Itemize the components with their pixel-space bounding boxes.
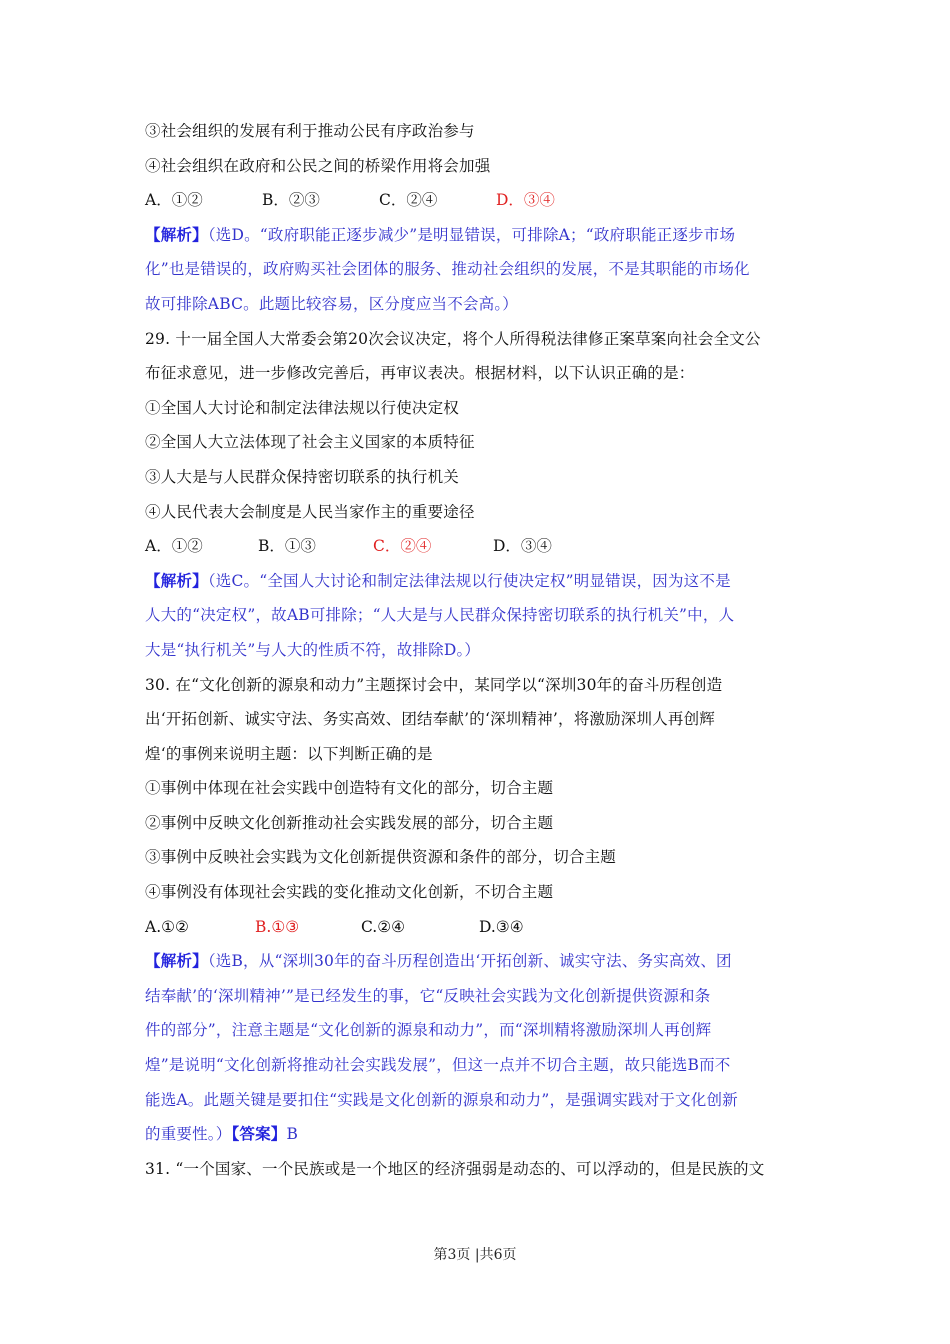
q30-options [145,910,810,945]
answer-value: B [286,1125,299,1144]
q29-analysis-line-3: 大是“执行机关”与人大的性质不符，故排除D。） [145,640,481,659]
q28-analysis-line-3: 故可排除ABC。此题比较容易，区分度应当不会高。） [145,294,518,313]
q29-options [145,529,810,564]
q28-statement-3: ③社会组织的发展有利于推动公民有序政治参与 [145,122,475,140]
q30-analysis-line-6 [145,1117,810,1152]
q30-analysis-line-4: 煌”是说明“文化创新将推动社会实践发展”，但这一点并不切合主题，故只能选B而不 [145,1056,731,1075]
page-footer: 第3页 |共6页 [433,1247,517,1263]
q30-stem-line-1: 30. 在“文化创新的源泉和动力”主题探讨会中，某同学以“深圳30年的奋斗历程创造 [145,675,723,694]
q30-option-d: D.③④ [479,917,524,936]
q30-statement-3: ③事例中反映社会实践为文化创新提供资源和条件的部分，切合主题 [145,848,617,867]
q28-option-d-correct: D．③④ [496,191,555,210]
q28-options [145,183,810,218]
q30-statement-1: ①事例中体现在社会实践中创造特有文化的部分，切合主题 [145,779,554,798]
q31-stem-line-1: 31. “一个国家、一个民族或是一个地区的经济强弱是动态的、可以浮动的，但是民族的文 [145,1159,765,1178]
q28-option-b: B．②③ [262,191,320,210]
q30-statement-2: ②事例中反映文化创新推动社会实践发展的部分，切合主题 [145,813,554,832]
q29-option-a: A．①② [145,537,203,556]
answer-label: 【答案】 [231,1124,287,1144]
q30-stem-line-2: 出‘开拓创新、诚实守法、务实高效、团结奉献’的‘深圳精神’，将激励深圳人再创辉 [145,710,716,729]
q28-analysis-line-2: 化”也是错误的，政府购买社会团体的服务、推动社会组织的发展，不是其职能的市场化 [145,260,750,279]
analysis-text: （选D。“政府职能正逐步减少”是明显错误，可排除A；“政府职能正逐步市场 [207,225,736,244]
q29-stem-line-2: 布征求意见，进一步修改完善后，再审议表决。根据材料，以下认识正确的是： [145,364,695,383]
q29-stem-line-1: 29. 十一届全国人大常委会第20次会议决定，将个人所得税法律修正案草案向社会全文公 [145,329,761,348]
q30-statement-4: ④事例没有体现社会实践的变化推动文化创新，不切合主题 [145,883,554,902]
document-page [145,114,810,1186]
q30-analysis-line-1 [145,944,810,979]
q28-statement-4: ④社会组织在政府和公民之间的桥梁作用将会加强 [145,156,491,175]
analysis-text: 的重要性。） [145,1125,232,1144]
q29-statement-3: ③人大是与人民群众保持密切联系的执行机关 [145,467,460,486]
q28-option-a: A．①② [145,191,203,210]
q29-statement-4: ④人民代表大会制度是人民当家作主的重要途径 [145,502,475,521]
q29-analysis-line-1 [145,564,810,599]
q29-statement-2: ②全国人大立法体现了社会主义国家的本质特征 [145,433,475,452]
q29-option-b: B．①③ [258,537,316,556]
q30-analysis-line-2: 结奉献’的‘深圳精神’”是已经发生的事，它“反映社会实践为文化创新提供资源和条 [145,986,711,1005]
q30-option-a: A.①② [145,917,189,936]
q30-option-b-correct: B.①③ [255,917,300,936]
q30-analysis-line-3: 件的部分”，注意主题是“文化创新的源泉和动力”，而“深圳精将激励深圳人再创辉 [145,1021,712,1040]
q30-analysis-line-5: 能选A。此题关键是要扣住“实践是文化创新的源泉和动力”，是强调实践对于文化创新 [145,1090,738,1109]
q29-option-d: D．③④ [493,537,552,556]
q28-analysis-line-1 [145,218,810,253]
q30-option-c: C.②④ [361,917,406,936]
analysis-label: 【解析】 [145,951,208,971]
q29-statement-1: ①全国人大讨论和制定法律法规以行使决定权 [145,398,460,417]
analysis-text: （选C。“全国人大讨论和制定法律法规以行使决定权”明显错误，因为这不是 [207,571,731,590]
analysis-text: （选B，从“深圳30年的奋斗历程创造出‘开拓创新、诚实守法、务实高效、团 [207,952,732,971]
q29-analysis-line-2: 人大的“决定权”，故AB可排除；“人大是与人民群众保持密切联系的执行机关”中，人 [145,606,735,625]
q28-option-c: C．②④ [379,191,438,210]
q30-stem-line-3: 煌‘的事例来说明主题：以下判断正确的是 [145,744,433,763]
analysis-label: 【解析】 [145,224,208,244]
q29-option-c-correct: C．②④ [373,537,432,556]
analysis-label: 【解析】 [145,570,208,590]
